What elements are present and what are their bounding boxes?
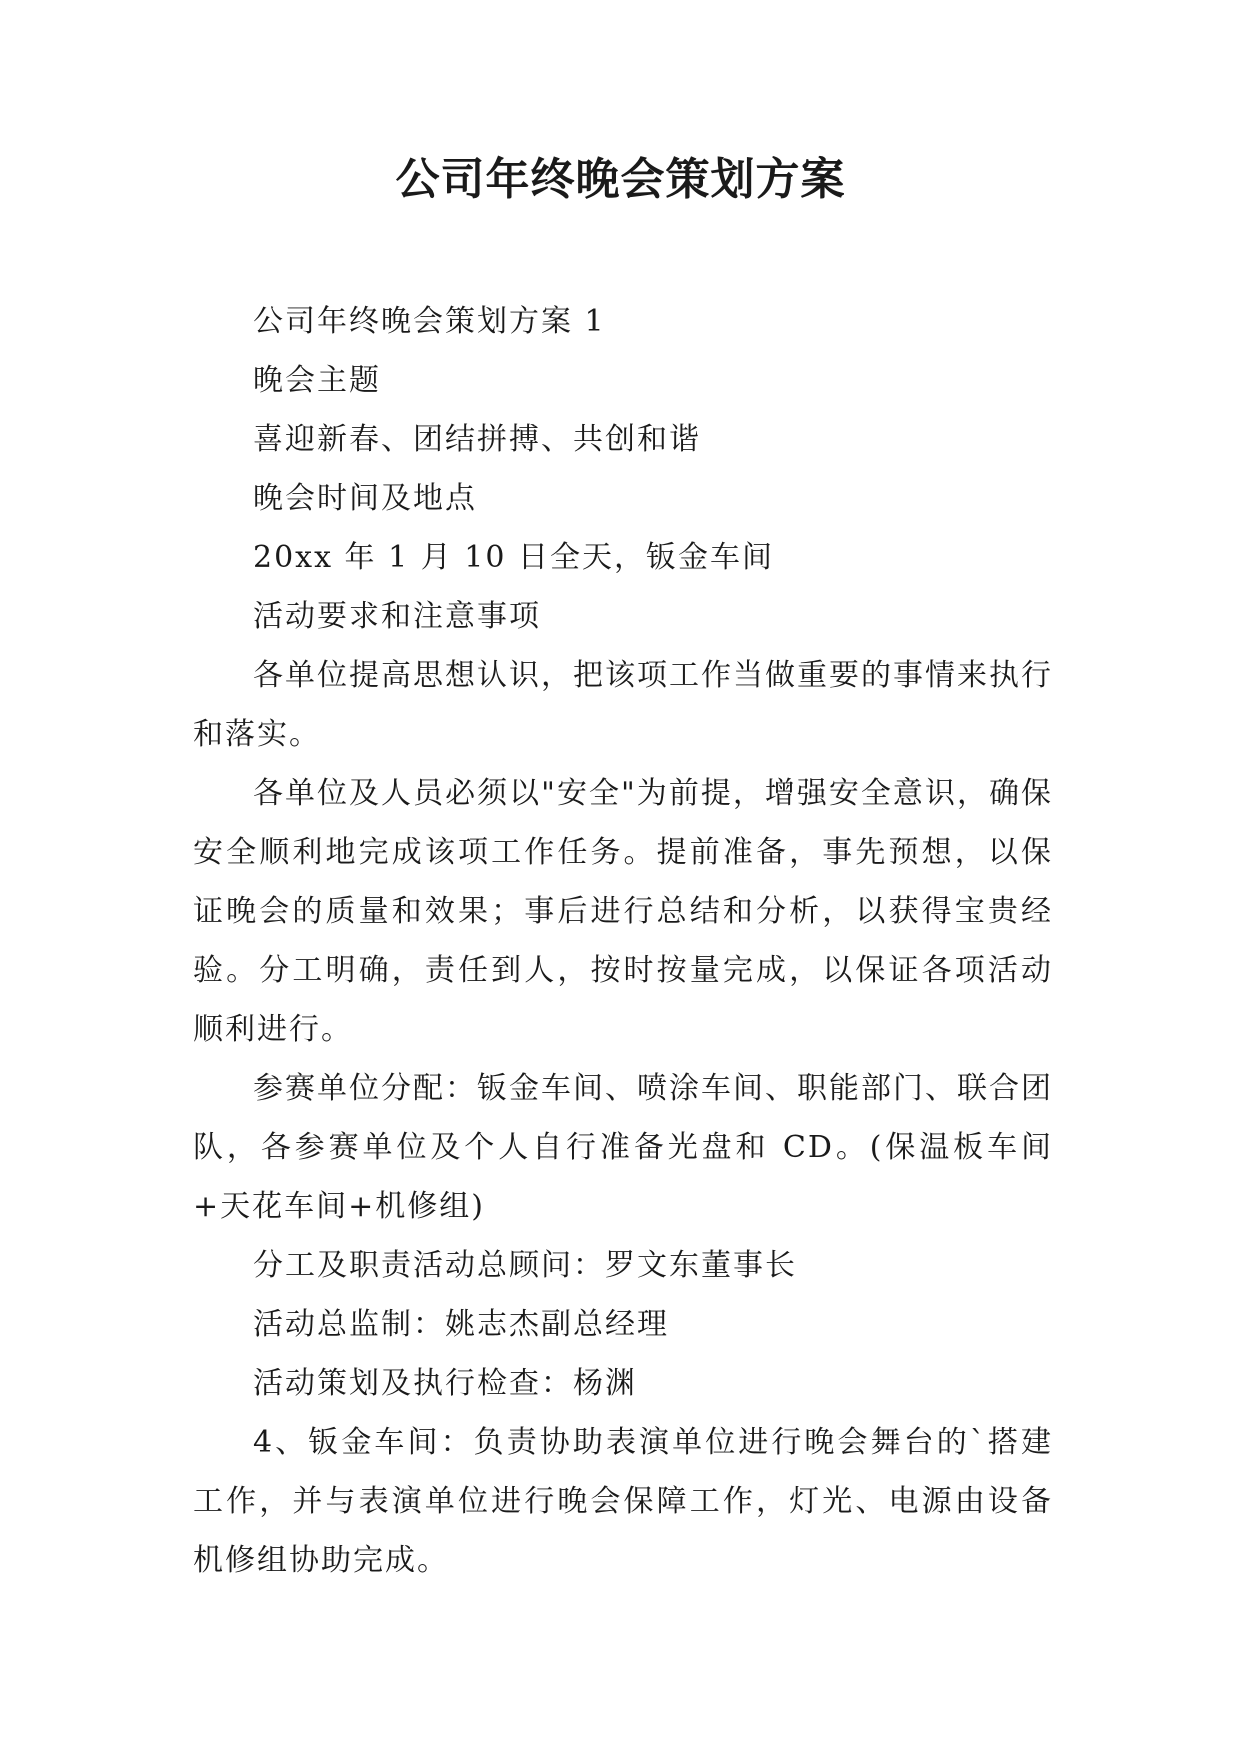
paragraph-theme: 喜迎新春、团结拼搏、共创和谐 <box>253 422 701 457</box>
paragraph-participants: 参赛单位分配：钣金车间、喷涂车间、职能部门、联合团队，各参赛单位及个人自行准备光盘和 CD。(保温板车间+天花车间+机修组) <box>193 1071 1053 1224</box>
paragraph-sheet-metal: 4、钣金车间：负责协助表演单位进行晚会舞台的`搭建工作，并与表演单位进行晚会保障工作，灯光、电源由设备机修组协助完成。 <box>193 1425 1053 1578</box>
document-body <box>193 292 1053 1590</box>
paragraph-requirement-1: 各单位提高思想认识，把该项工作当做重要的事情来执行和落实。 <box>193 658 1053 752</box>
paragraph-advisor: 分工及职责活动总顾问：罗文东董事长 <box>253 1248 797 1283</box>
paragraph-requirements-label: 活动要求和注意事项 <box>253 599 541 634</box>
paragraph-time-place: 20xx 年 1 月 10 日全天，钣金车间 <box>253 540 774 575</box>
paragraph-time-place-label: 晚会时间及地点 <box>253 481 477 516</box>
paragraph-supervisor: 活动总监制：姚志杰副总经理 <box>253 1307 669 1342</box>
document-title: 公司年终晚会策划方案 <box>395 154 846 205</box>
paragraph-planning: 活动策划及执行检查：杨渊 <box>253 1366 637 1401</box>
paragraph-requirement-2: 各单位及人员必须以"安全"为前提，增强安全意识，确保安全顺利地完成该项工作任务。提前准备，事先预想，以保证晚会的质量和效果；事后进行总结和分析，以获得宝贵经验。分工明确，责任到人，按时按量完成，以保证各项活动顺利进行。 <box>193 776 1053 1047</box>
paragraph-heading: 公司年终晚会策划方案 1 <box>253 304 606 339</box>
paragraph-theme-label: 晚会主题 <box>253 363 381 398</box>
